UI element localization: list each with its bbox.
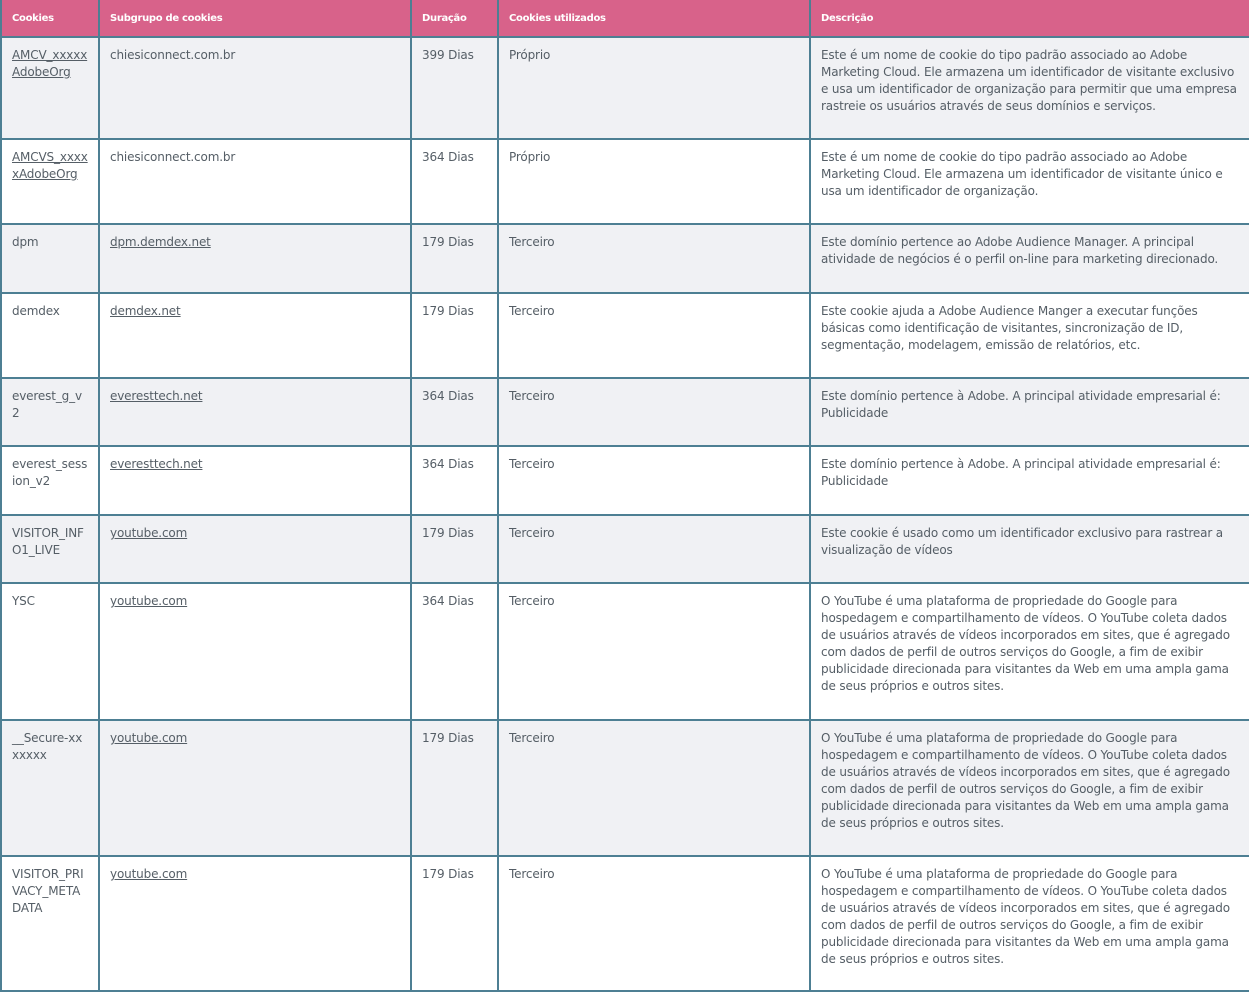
table-row: [1, 378, 1249, 446]
subgroup-cell: [99, 720, 411, 856]
cookies-used-cell: Terceiro: [498, 720, 810, 856]
subgroup-cell: [99, 515, 411, 583]
cookie-name-cell: YSC: [1, 583, 99, 720]
subgroup-cell: chiesiconnect.com.br: [99, 37, 411, 139]
subgroup-link[interactable]: youtube.com: [110, 731, 188, 745]
subgroup-cell: [99, 583, 411, 720]
subgroup-link[interactable]: dpm.demdex.net: [110, 235, 211, 249]
subgroup-link[interactable]: youtube.com: [110, 594, 188, 608]
cookies-used-cell: Terceiro: [498, 856, 810, 991]
header-description: Descrição: [810, 1, 1249, 38]
duration-cell: 179 Dias: [411, 293, 498, 378]
subgroup-cell: [99, 378, 411, 446]
subgroup-link[interactable]: youtube.com: [110, 867, 188, 881]
subgroup-link[interactable]: youtube.com: [110, 526, 188, 540]
table-row: [1, 37, 1249, 139]
description-cell: Este domínio pertence à Adobe. A principal atividade empresarial é: Publicidade: [810, 378, 1249, 446]
table-row: [1, 856, 1249, 991]
description-cell: Este é um nome de cookie do tipo padrão associado ao Adobe Marketing Cloud. Ele armazena um identificador de visitante exclusivo e usa um identificador de organização para permitir que uma empresa rastreie os usuários através de seus domínios e serviços.: [810, 37, 1249, 139]
cookie-name-cell: [1, 37, 99, 139]
cookie-name-cell: everest_g_v2: [1, 378, 99, 446]
header-cookies: Cookies: [1, 1, 99, 38]
header-duration: Duração: [411, 1, 498, 38]
table-row: [1, 139, 1249, 224]
header-cookies-used: Cookies utilizados: [498, 1, 810, 38]
subgroup-cell: [99, 224, 411, 293]
duration-cell: 179 Dias: [411, 515, 498, 583]
cookie-name-cell: everest_session_v2: [1, 446, 99, 515]
table-row: [1, 293, 1249, 378]
duration-cell: 179 Dias: [411, 720, 498, 856]
cookie-name-link[interactable]: AMCV_xxxxxAdobeOrg: [12, 48, 88, 79]
table-header-row: [1, 1, 1249, 38]
duration-cell: 364 Dias: [411, 378, 498, 446]
description-cell: O YouTube é uma plataforma de propriedade do Google para hospedagem e compartilhamento de vídeos. O YouTube coleta dados de usuários através de vídeos incorporados em sites, que é agregado com dados de perfil de outros serviços do Google, a fim de exibir publicidade direcionada para visitantes da Web em uma ampla gama de seus próprios e outros sites.: [810, 720, 1249, 856]
description-cell: Este cookie é usado como um identificador exclusivo para rastrear a visualização de vídeos: [810, 515, 1249, 583]
cookies-used-cell: Terceiro: [498, 446, 810, 515]
description-cell: O YouTube é uma plataforma de propriedade do Google para hospedagem e compartilhamento de vídeos. O YouTube coleta dados de usuários através de vídeos incorporados em sites, que é agregado com dados de perfil de outros serviços do Google, a fim de exibir publicidade direcionada para visitantes da Web em uma ampla gama de seus próprios e outros sites.: [810, 583, 1249, 720]
duration-cell: 179 Dias: [411, 224, 498, 293]
cookies-used-cell: Terceiro: [498, 293, 810, 378]
table-row: [1, 224, 1249, 293]
subgroup-cell: chiesiconnect.com.br: [99, 139, 411, 224]
subgroup-link[interactable]: everesttech.net: [110, 389, 203, 403]
cookie-name-cell: dpm: [1, 224, 99, 293]
cookie-name-cell: [1, 139, 99, 224]
cookies-used-cell: Próprio: [498, 37, 810, 139]
table-row: [1, 446, 1249, 515]
table-row: [1, 583, 1249, 720]
duration-cell: 364 Dias: [411, 583, 498, 720]
description-cell: Este cookie ajuda a Adobe Audience Manger a executar funções básicas como identificação de visitantes, sincronização de ID, segmentação, modelagem, emissão de relatórios, etc.: [810, 293, 1249, 378]
duration-cell: 399 Dias: [411, 37, 498, 139]
subgroup-cell: [99, 293, 411, 378]
subgroup-link[interactable]: demdex.net: [110, 304, 181, 318]
table-row: [1, 515, 1249, 583]
cookie-name-cell: demdex: [1, 293, 99, 378]
description-cell: O YouTube é uma plataforma de propriedade do Google para hospedagem e compartilhamento de vídeos. O YouTube coleta dados de usuários através de vídeos incorporados em sites, que é agregado com dados de perfil de outros serviços do Google, a fim de exibir publicidade direcionada para visitantes da Web em uma ampla gama de seus próprios e outros sites.: [810, 856, 1249, 991]
description-cell: Este domínio pertence à Adobe. A principal atividade empresarial é: Publicidade: [810, 446, 1249, 515]
duration-cell: 364 Dias: [411, 446, 498, 515]
table-row: [1, 720, 1249, 856]
subgroup-cell: [99, 446, 411, 515]
cookie-name-cell: VISITOR_PRIVACY_METADATA: [1, 856, 99, 991]
duration-cell: 364 Dias: [411, 139, 498, 224]
cookies-used-cell: Terceiro: [498, 378, 810, 446]
duration-cell: 179 Dias: [411, 856, 498, 991]
header-subgroup: Subgrupo de cookies: [99, 1, 411, 38]
description-cell: Este é um nome de cookie do tipo padrão associado ao Adobe Marketing Cloud. Ele armazena um identificador de visitante único e usa um identificador de organização.: [810, 139, 1249, 224]
cookies-used-cell: Terceiro: [498, 515, 810, 583]
cookie-name-cell: VISITOR_INFO1_LIVE: [1, 515, 99, 583]
cookies-used-cell: Terceiro: [498, 224, 810, 293]
cookie-name-cell: __Secure-xxxxxxx: [1, 720, 99, 856]
subgroup-cell: [99, 856, 411, 991]
cookies-used-cell: Próprio: [498, 139, 810, 224]
subgroup-link[interactable]: everesttech.net: [110, 457, 203, 471]
description-cell: Este domínio pertence ao Adobe Audience Manager. A principal atividade de negócios é o perfil on-line para marketing direcionado.: [810, 224, 1249, 293]
cookie-name-link[interactable]: AMCVS_xxxxxAdobeOrg: [12, 150, 88, 181]
cookies-used-cell: Terceiro: [498, 583, 810, 720]
